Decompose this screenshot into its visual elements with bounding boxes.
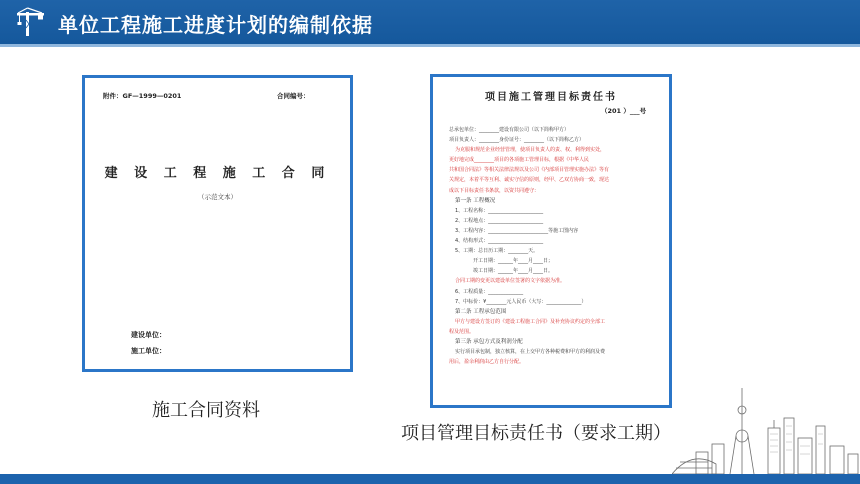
responsibility-caption: 项目管理目标责任书（要求工期） <box>401 423 671 444</box>
responsibility-line: 实行项目承包制，独立核算，在上交甲方各种税费和甲方的利润及费 <box>455 349 606 356</box>
responsibility-line: 甲方与建设方签订的《建设工程施工合同》及补充协议约定的全部工 <box>455 318 606 325</box>
footer-bar <box>0 474 860 484</box>
responsibility-line: 程及范围。 <box>449 328 475 335</box>
contract-number-label: 合同编号： <box>277 92 310 100</box>
responsibility-line: 为克服和规范企业经营管理，使项目负责人的责、权、利得到实处， <box>455 147 606 154</box>
crane-icon <box>14 6 46 38</box>
responsibility-line: 合同工期的变更以建设单位签署的文字依据为准。 <box>455 278 566 285</box>
responsibility-body <box>449 125 671 367</box>
contract-title: 建 设 工 程 施 工 合 同 <box>104 166 331 181</box>
responsibility-line: 关规定，本着平等互利、诚实守信的原则，经甲、乙双方协商一致，现达 <box>449 177 610 184</box>
responsibility-line: 开工日期：______年____月____日； <box>473 258 554 265</box>
responsibility-line: 第二条 工程承包范围 <box>455 308 507 315</box>
responsibility-line: 第三条 承包方式及利润分配 <box>455 338 523 345</box>
responsibility-line: 2、工程地点：______________________ <box>455 217 544 224</box>
responsibility-document-image <box>430 74 672 408</box>
responsibility-line: 1、工程名称：______________________ <box>455 207 544 214</box>
contract-subtitle: （示范文本） <box>198 193 237 201</box>
responsibility-line: 用后，盈余利润由乙方自行分配。 <box>449 359 525 366</box>
responsibility-line: 第一条 工程概况 <box>455 197 496 204</box>
responsibility-line: 4、结构形式：______________________ <box>455 238 544 245</box>
responsibility-line: 6、工程质量：______________ <box>455 288 524 295</box>
employer-label: 建设单位： <box>131 331 166 339</box>
responsibility-line: 成以下目标责任书条款，以资共同遵守： <box>449 187 540 194</box>
header-divider <box>0 44 860 47</box>
city-skyline-illustration <box>672 388 860 474</box>
responsibility-line: 共和国合同法》等相关法律法规以及公司《内部项目管理实施办法》等有 <box>449 167 610 174</box>
responsibility-line: 7、中标价：¥________元人民币（大写：______________） <box>455 298 587 305</box>
contract-caption: 施工合同资料 <box>152 400 260 421</box>
responsibility-line: 更好地完成________项目的各项施工管理目标，根据《中华人民 <box>449 157 590 164</box>
contractor-label: 施工单位： <box>131 347 166 355</box>
responsibility-line: 3、工程内容：________________________等施工图内容 <box>455 227 579 234</box>
header-bar <box>0 0 860 44</box>
attachment-label: 附件：GF—1999—0201 <box>103 92 182 100</box>
responsibility-line: 竣工日期：______年____月____日。 <box>473 268 554 275</box>
responsibility-line: 总承包单位：________建设有限公司（以下简称甲方） <box>449 127 570 133</box>
contract-document-image <box>82 75 353 372</box>
responsibility-title: 项目施工管理目标责任书 <box>485 92 617 103</box>
page-title: 单位工程施工进度计划的编制依据 <box>58 13 373 37</box>
responsibility-line: 5、工期：总日历工期：________天。 <box>455 248 539 255</box>
responsibility-line: 项目负责人：________身份证号：________（以下简称乙方） <box>449 137 585 144</box>
responsibility-number: （201 ）___号 <box>601 107 647 115</box>
